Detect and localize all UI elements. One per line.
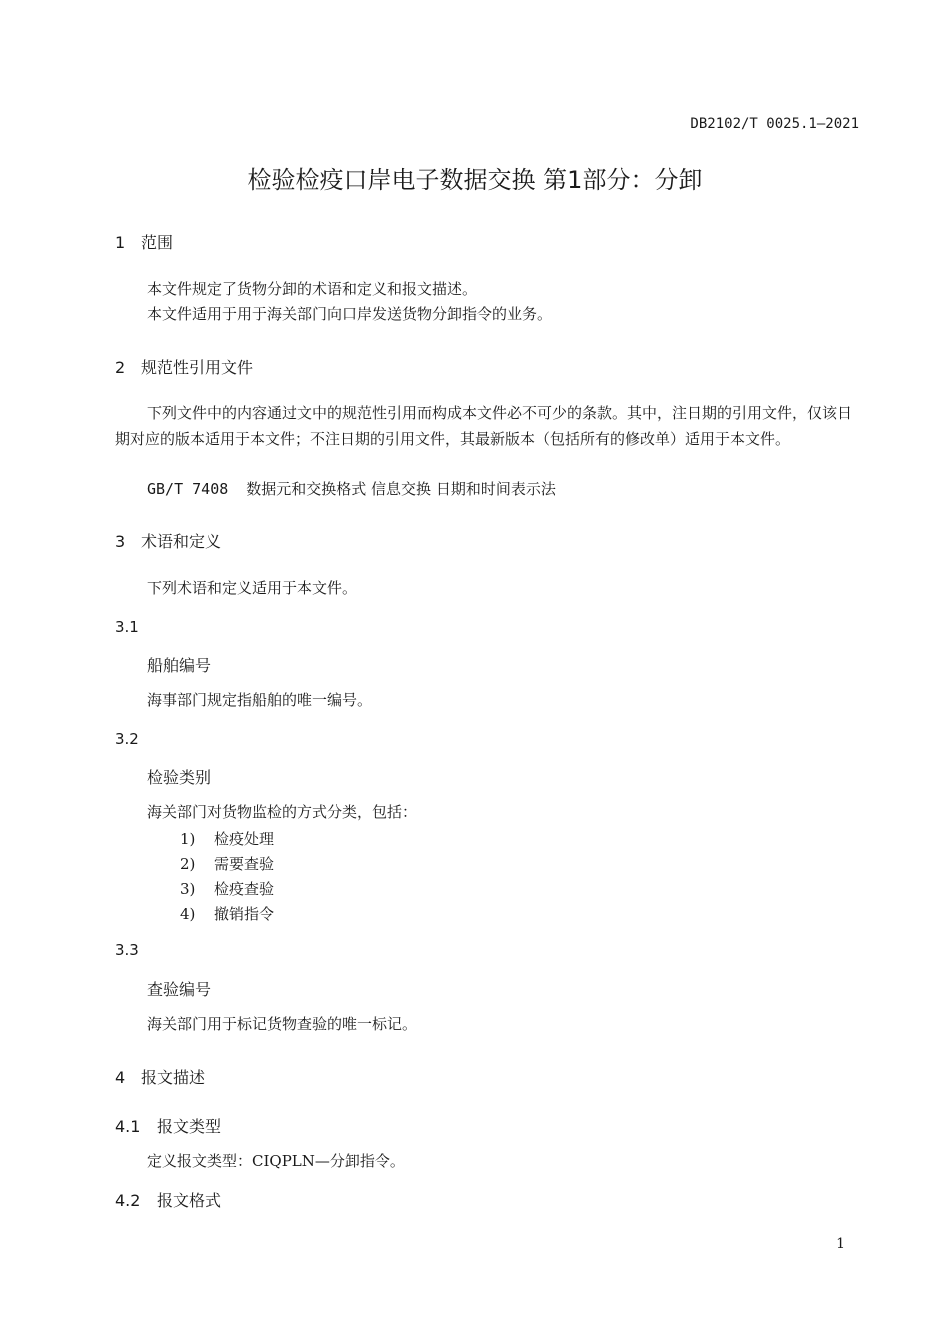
message-type-text: 定义报文类型：CIQPLN—分卸指令。 [147, 1152, 405, 1170]
term-number: 3.2 [115, 730, 139, 748]
list-marker: 4) [180, 905, 196, 923]
section-number: 3 [115, 532, 126, 551]
term-definition: 海关部门对货物监检的方式分类，包括： [147, 803, 418, 821]
section-title: 术语和定义 [141, 532, 222, 551]
subsection-number: 4.2 [115, 1191, 141, 1210]
subsection-title: 报文类型 [157, 1117, 222, 1136]
list-item [180, 878, 274, 899]
document-title: 检验检疫口岸电子数据交换 第1部分：分卸 [247, 166, 703, 194]
term-number: 3.3 [115, 941, 139, 959]
section-number: 1 [115, 233, 126, 252]
term-definition: 海事部门规定指船舶的唯一编号。 [147, 691, 373, 709]
subsection-4-2-heading [115, 1188, 221, 1211]
list-item [180, 828, 274, 849]
section-3-heading [115, 529, 221, 552]
scope-paragraph-1: 本文件规定了货物分卸的术语和定义和报文描述。 [147, 280, 478, 298]
section-number: 2 [115, 358, 126, 377]
list-text: 需要查验 [214, 855, 275, 873]
terms-intro: 下列术语和定义适用于本文件。 [147, 579, 358, 597]
subsection-4-1-heading [115, 1114, 221, 1137]
section-number: 4 [115, 1068, 126, 1087]
list-item [180, 853, 274, 874]
list-item [180, 903, 274, 924]
section-title: 报文描述 [141, 1068, 206, 1087]
list-text: 检疫查验 [214, 880, 275, 898]
section-title: 范围 [141, 233, 174, 252]
term-definition: 海关部门用于标记货物查验的唯一标记。 [147, 1015, 418, 1033]
list-marker: 3) [180, 880, 196, 898]
term-name: 检验类别 [147, 768, 212, 787]
list-marker: 2) [180, 855, 196, 873]
reference-entry [147, 476, 556, 502]
page-number: 1 [836, 1236, 845, 1252]
subsection-title: 报文格式 [157, 1191, 222, 1210]
term-number: 3.1 [115, 618, 139, 636]
reference-title: 数据元和交换格式 信息交换 日期和时间表示法 [246, 480, 556, 498]
list-text: 撤销指令 [214, 905, 275, 923]
section-title: 规范性引用文件 [141, 358, 254, 377]
term-name: 船舶编号 [147, 656, 212, 675]
section-4-heading [115, 1065, 205, 1088]
reference-code: GB/T 7408 [147, 480, 229, 498]
list-marker: 1) [180, 830, 196, 848]
list-text: 检疫处理 [214, 830, 275, 848]
normative-references-paragraph: 下列文件中的内容通过文中的规范性引用而构成本文件必不可少的条款。其中，注日期的引用文件，仅该日期对应的版本适用于本文件；不注日期的引用文件，其最新版本（包括所有的修改单）适用于本文件。 [115, 404, 853, 448]
subsection-number: 4.1 [115, 1117, 141, 1136]
term-name: 查验编号 [147, 980, 212, 999]
standard-code: DB2102/T 0025.1—2021 [690, 116, 859, 132]
section-2-heading [115, 355, 253, 378]
section-1-heading [115, 230, 173, 253]
scope-paragraph-2: 本文件适用于用于海关部门向口岸发送货物分卸指令的业务。 [147, 305, 553, 323]
